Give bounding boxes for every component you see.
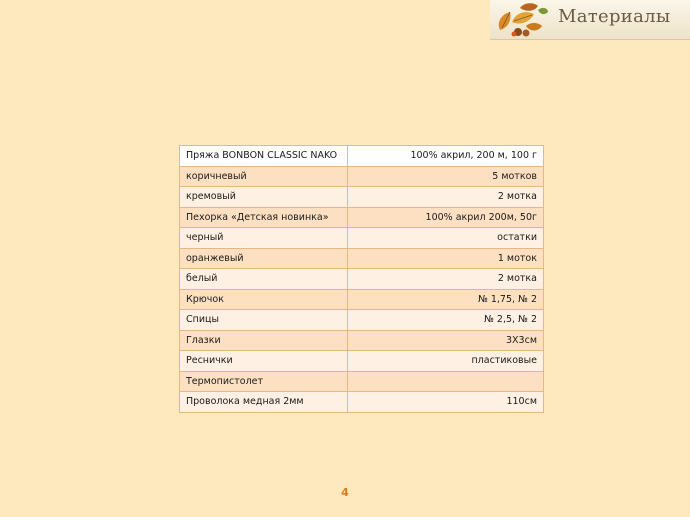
material-name-cell: коричневый <box>180 166 348 187</box>
material-name-cell: Пряжа BONBON CLASSIC NAKO <box>180 146 348 167</box>
material-value-cell: 5 мотков <box>348 166 544 187</box>
material-value-cell: остатки <box>348 228 544 249</box>
material-name-cell: Глазки <box>180 330 348 351</box>
table-row <box>180 166 544 187</box>
material-value-cell: 3Х3см <box>348 330 544 351</box>
page-number: 4 <box>341 486 349 499</box>
material-value-cell: 2 мотка <box>348 269 544 290</box>
material-value-cell: 2 мотка <box>348 187 544 208</box>
material-value-cell: 1 моток <box>348 248 544 269</box>
material-value-cell <box>348 371 544 392</box>
material-name-cell: Реснички <box>180 351 348 372</box>
table-row <box>180 310 544 331</box>
table-row <box>180 289 544 310</box>
materials-table <box>179 145 544 413</box>
material-value-cell: пластиковые <box>348 351 544 372</box>
table-row <box>180 392 544 413</box>
table-row <box>180 248 544 269</box>
material-name-cell: Крючок <box>180 289 348 310</box>
table-row <box>180 330 544 351</box>
table-row <box>180 228 544 249</box>
material-name-cell: кремовый <box>180 187 348 208</box>
table-row <box>180 371 544 392</box>
banner-title: Материалы <box>558 6 671 27</box>
table-row <box>180 351 544 372</box>
material-value-cell: № 1,75, № 2 <box>348 289 544 310</box>
header-banner <box>490 0 690 40</box>
material-value-cell: № 2,5, № 2 <box>348 310 544 331</box>
table-row <box>180 187 544 208</box>
material-value-cell: 110см <box>348 392 544 413</box>
material-name-cell: оранжевый <box>180 248 348 269</box>
material-name-cell: белый <box>180 269 348 290</box>
material-name-cell: черный <box>180 228 348 249</box>
table-row <box>180 207 544 228</box>
material-value-cell: 100% акрил 200м, 50г <box>348 207 544 228</box>
table-row <box>180 269 544 290</box>
material-name-cell: Проволока медная 2мм <box>180 392 348 413</box>
materials-table-body <box>180 146 544 413</box>
material-name-cell: Спицы <box>180 310 348 331</box>
material-name-cell: Термопистолет <box>180 371 348 392</box>
material-name-cell: Пехорка «Детская новинка» <box>180 207 348 228</box>
material-value-cell: 100% акрил, 200 м, 100 г <box>348 146 544 167</box>
table-row <box>180 146 544 167</box>
